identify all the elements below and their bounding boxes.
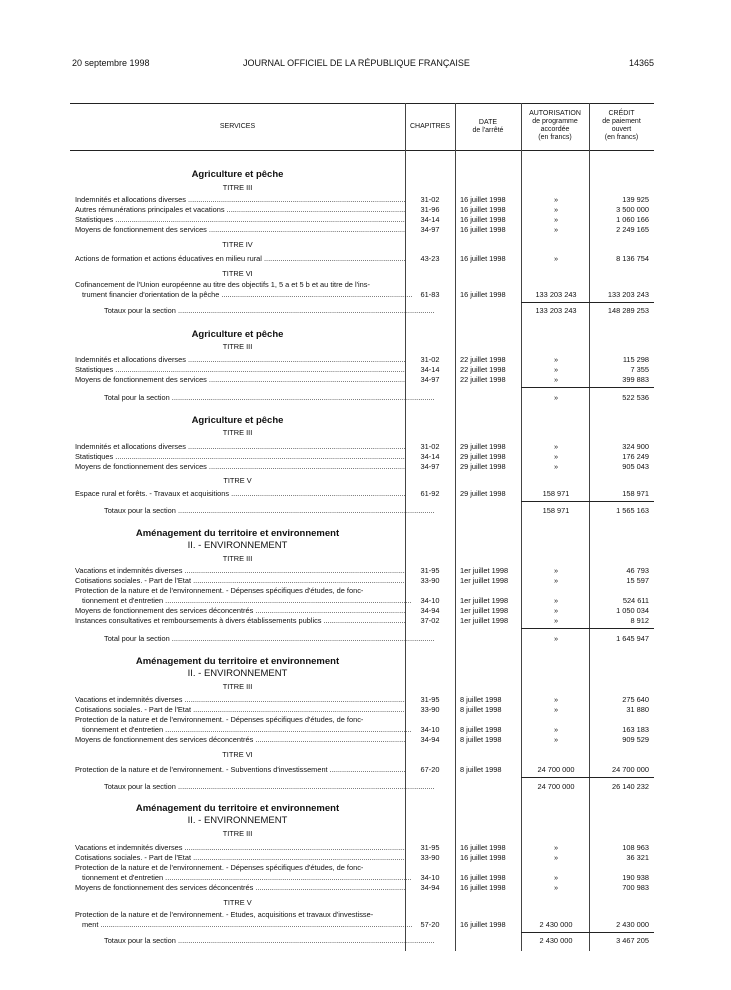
table-top-rule: [70, 103, 654, 104]
table-row: Vacations et indemnités diverses ..... 31-95 16 juillet 1998 » 108 963: [70, 843, 654, 853]
table-row: Statistiques ..... 34-14 22 juillet 1998 » 7 355: [70, 365, 654, 375]
total-rule: [521, 777, 654, 778]
table-row: Espace rural et forêts. - Travaux et acquisitions ..... 61-92 29 juillet 1998 158 971 158 971: [70, 489, 654, 499]
section-subtitle: II. - ENVIRONNEMENT: [187, 540, 288, 551]
total-row: Total pour la section ..... » 1 645 947: [70, 634, 654, 644]
total-row: Totaux pour la section ..... 24 700 000 26 140 232: [70, 782, 654, 792]
table-row: Protection de la nature et de l'environnement. - Subventions d'investissement ..... 67-20 8 juillet 1998 24 700 000 24 700 000: [70, 765, 654, 775]
section-title: Aménagement du territoire et environnement: [135, 656, 340, 667]
table-row: Moyens de fonctionnement des services déconcentrés ..... 34-94 1er juillet 1998 » 1 050 034: [70, 606, 654, 616]
section-title: Aménagement du territoire et environnement: [135, 528, 340, 539]
titre-heading: TITRE III: [222, 342, 253, 351]
col-header-autorisation: AUTORISATION de programme accordée (en francs): [529, 110, 581, 141]
titre-heading: TITRE VI: [222, 269, 253, 278]
titre-heading: TITRE III: [222, 554, 253, 563]
table-row: tionnement et d'entretien ..... 34-10 8 juillet 1998 » 163 183: [70, 725, 654, 735]
table-row: Statistiques ..... 34-14 29 juillet 1998 » 176 249: [70, 452, 654, 462]
header-bottom-rule: [70, 150, 654, 151]
col-header-credit: CRÉDIT de paiement ouvert (en francs): [602, 110, 641, 141]
total-row: Totaux pour la section ..... 2 430 000 3 467 205: [70, 936, 654, 946]
section-subtitle: II. - ENVIRONNEMENT: [187, 815, 288, 826]
titre-heading: TITRE III: [222, 183, 253, 192]
section-title: Agriculture et pêche: [191, 329, 284, 340]
section-title: Agriculture et pêche: [191, 415, 284, 426]
table-row: Moyens de fonctionnement des services déconcentrés ..... 34-94 8 juillet 1998 » 909 529: [70, 735, 654, 745]
table-row: Statistiques ..... 34-14 16 juillet 1998 » 1 060 166: [70, 215, 654, 225]
section-subtitle: II. - ENVIRONNEMENT: [187, 668, 288, 679]
total-rule: [521, 932, 654, 933]
page-number: 14365: [629, 58, 655, 68]
section-title: Agriculture et pêche: [191, 169, 284, 180]
titre-heading: TITRE VI: [222, 750, 253, 759]
section-title: Aménagement du territoire et environnement: [135, 803, 340, 814]
titre-heading: TITRE III: [222, 682, 253, 691]
journal-title: JOURNAL OFFICIEL DE LA RÉPUBLIQUE FRANÇAISE: [243, 58, 470, 68]
titre-heading: TITRE IV: [222, 240, 253, 249]
total-row: Total pour la section ..... » 522 536: [70, 393, 654, 403]
titre-heading: TITRE V: [223, 898, 252, 907]
table-row-continuation: Protection de la nature et de l'environnement. - Dépenses spécifiques d'études, de fonc-: [75, 715, 364, 724]
table-row: tionnement et d'entretien ..... 34-10 16 juillet 1998 » 190 938: [70, 873, 654, 883]
total-rule: [521, 302, 654, 303]
table-row: Indemnités et allocations diverses ..... 31-02 29 juillet 1998 » 324 900: [70, 442, 654, 452]
table-row-continuation: Protection de la nature et de l'environnement. - Dépenses spécifiques d'études, de fonc-: [75, 586, 364, 595]
header-date: 20 septembre 1998: [72, 58, 150, 68]
titre-heading: TITRE V: [223, 476, 252, 485]
total-row: Totaux pour la section ..... 158 971 1 565 163: [70, 506, 654, 516]
table-row-continuation: Protection de la nature et de l'environnement. - Etudes, acquisitions et travaux d'investisse-: [75, 910, 374, 919]
total-rule: [521, 501, 654, 502]
table-row: Instances consultatives et remboursements à divers établissements publics ..... 37-02 1er juillet 1998 » 8 912: [70, 616, 654, 626]
total-rule: [521, 628, 654, 629]
table-row: Indemnités et allocations diverses ..... 31-02 16 juillet 1998 » 139 925: [70, 195, 654, 205]
table-row-continuation: Cofinancement de l'Union européenne au titre des objectifs 1, 5 a et 5 b et au titre de l'ins-: [75, 280, 370, 289]
table-row: Cotisations sociales. - Part de l'Etat ..... 33-90 8 juillet 1998 » 31 880: [70, 705, 654, 715]
table-row-continuation: Protection de la nature et de l'environnement. - Dépenses spécifiques d'études, de fonc-: [75, 863, 364, 872]
credits-table: [70, 103, 654, 951]
total-row: Totaux pour la section ..... 133 203 243 148 289 253: [70, 306, 654, 316]
titre-heading: TITRE III: [222, 428, 253, 437]
total-rule: [521, 387, 654, 388]
table-row: Cotisations sociales. - Part de l'Etat ..... 33-90 16 juillet 1998 » 36 321: [70, 853, 654, 863]
titre-heading: TITRE III: [222, 829, 253, 838]
table-row: Indemnités et allocations diverses ..... 31-02 22 juillet 1998 » 115 298: [70, 355, 654, 365]
table-row: Actions de formation et actions éducatives en milieu rural ..... 43-23 16 juillet 1998 » 8 136 754: [70, 254, 654, 264]
col-header-chapitres: CHAPITRES: [409, 123, 451, 130]
col-header-date: DATE de l'arrêté: [472, 119, 504, 134]
table-row: Vacations et indemnités diverses ..... 31-95 8 juillet 1998 » 275 640: [70, 695, 654, 705]
table-row: Moyens de fonctionnement des services ..... 34-97 29 juillet 1998 » 905 043: [70, 462, 654, 472]
table-row: Moyens de fonctionnement des services ..... 34-97 22 juillet 1998 » 399 883: [70, 375, 654, 385]
table-row: trument financier d'orientation de la pêche ..... 61-83 16 juillet 1998 133 203 243 133 203 243: [70, 290, 654, 300]
col-header-services: SERVICES: [219, 123, 256, 130]
table-row: Autres rémunérations principales et vacations ..... 31-96 16 juillet 1998 » 3 500 000: [70, 205, 654, 215]
table-row: Vacations et indemnités diverses ..... 31-95 1er juillet 1998 » 46 793: [70, 566, 654, 576]
table-row: tionnement et d'entretien ..... 34-10 1er juillet 1998 » 524 611: [70, 596, 654, 606]
table-row: Moyens de fonctionnement des services ..... 34-97 16 juillet 1998 » 2 249 165: [70, 225, 654, 235]
table-row: ment ..... 57-20 16 juillet 1998 2 430 000 2 430 000: [70, 920, 654, 930]
table-row: Cotisations sociales. - Part de l'Etat ..... 33-90 1er juillet 1998 » 15 597: [70, 576, 654, 586]
table-row: Moyens de fonctionnement des services déconcentrés ..... 34-94 16 juillet 1998 » 700 983: [70, 883, 654, 893]
